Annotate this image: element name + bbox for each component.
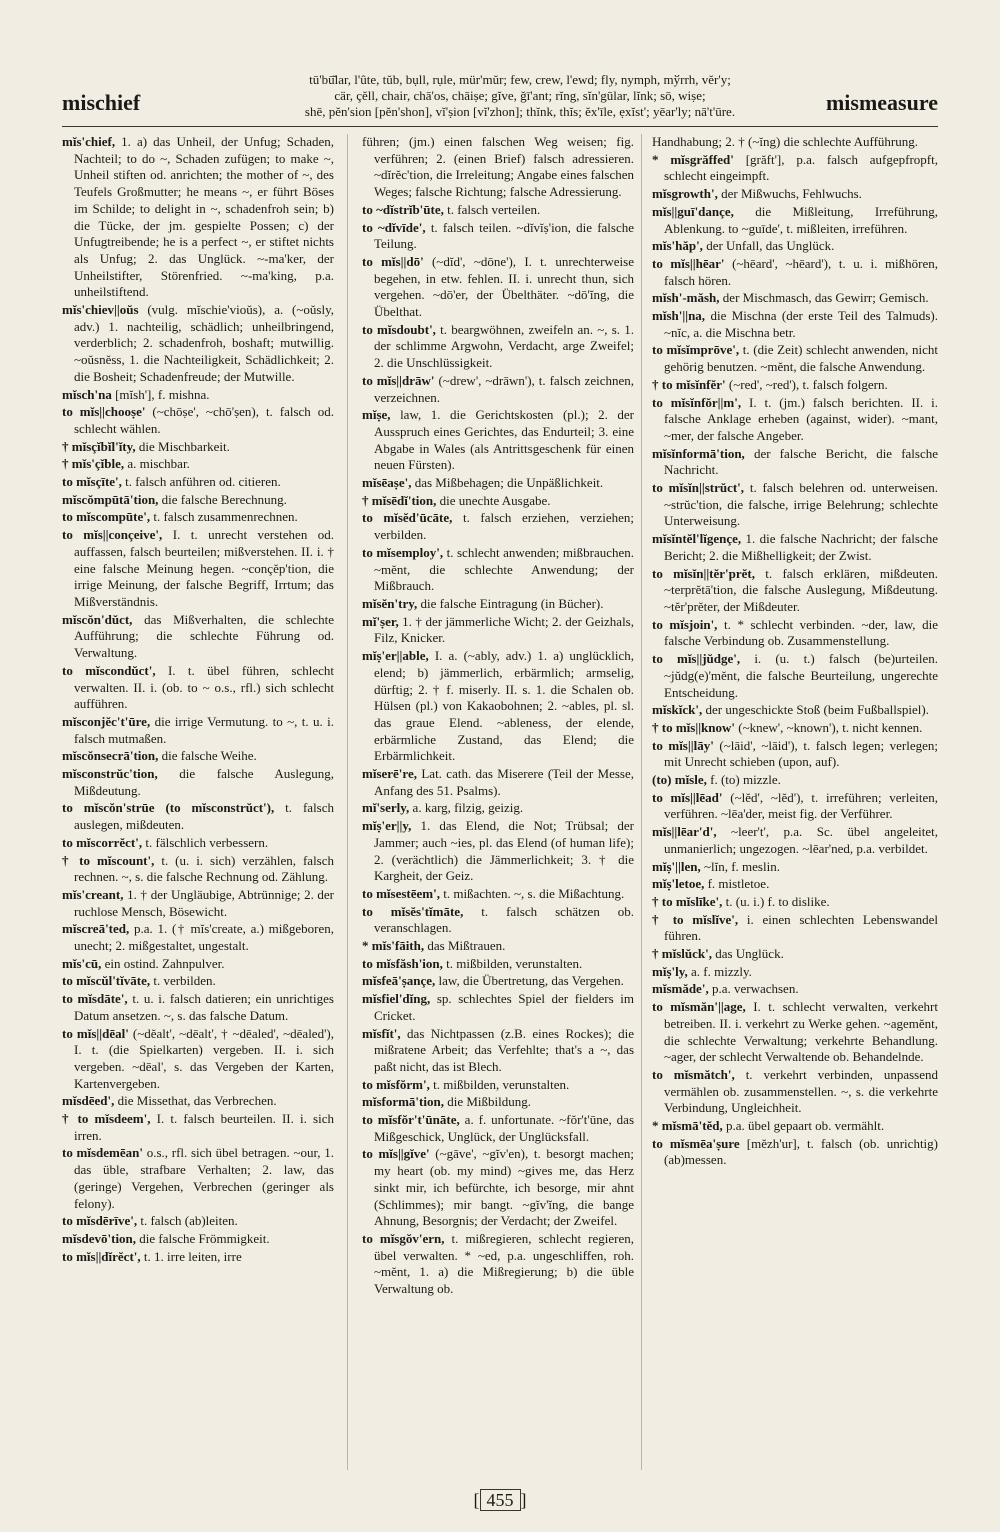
entry-headword: † to mĭs||know' bbox=[652, 719, 736, 735]
entry-definition: (~chōṣe', ~chō'ṣen), t. falsch od. schlecht wählen. bbox=[74, 404, 334, 436]
dictionary-entry bbox=[652, 964, 938, 981]
entry-headword: mĭ'serly, bbox=[362, 800, 410, 816]
entry-definition: t. mißachten. ~, s. die Mißachtung. bbox=[443, 885, 625, 901]
dictionary-entry bbox=[62, 921, 334, 954]
entry-headword: mĭṣ'||len, bbox=[652, 858, 701, 874]
entry-headword: to mĭs||jŭdge', bbox=[652, 651, 741, 667]
entry-definition: die falsche Berechnung. bbox=[161, 491, 287, 507]
entry-definition: t. (u. i.) f. to dislike. bbox=[725, 893, 830, 909]
dictionary-entry bbox=[652, 1118, 938, 1135]
dictionary-entry bbox=[62, 748, 334, 765]
entry-definition: a. f. unfortunate. ~fŏr't'ūne, das Mißgeschick, Unglück, der Unglücksfall. bbox=[374, 1112, 634, 1144]
entry-headword: to mĭs||conçeive', bbox=[62, 527, 163, 543]
entry-definition: die falsche Auslegung, Mißdeutung. bbox=[74, 766, 334, 798]
entry-definition: (~gāve', ~gĭv'en), t. besorgt machen; my heart (ob. my mind) ~gives me, das Herz sinkt mir, ich befürchte, ich besorge, mir ahnt (Schlimmes); mir bangt. ~gĭv'ĭng, die bange Ahnung, Besorgnis; der Verdacht; der Zweifel. bbox=[374, 1146, 634, 1229]
dictionary-entry bbox=[362, 614, 634, 647]
entry-definition: t. falsch schätzen ob. veranschlagen. bbox=[374, 903, 634, 936]
dictionary-entry bbox=[62, 991, 334, 1024]
entry-definition: führen; (jm.) einen falschen Weg weisen; fig. verführen; 2. (einen Brief) falsch adressieren. ~dĭrĕc'tion, die Irreleitung; Angabe eines falschen Weges; falsche Richtung; falsche Adressierung. bbox=[362, 134, 634, 200]
entry-definition: 1. die falsche Nachricht; der falsche Bericht; 2. die Mißhelligkeit; der Zwist. bbox=[664, 531, 938, 563]
dictionary-entry bbox=[62, 612, 334, 662]
entry-definition: t. mißregieren, schlecht regieren, übel verwalten. * ~ed, p.a. ungeschliffen, roh. ~mĕnt, 1. a) die Mißregierung; b) die üble Verwaltung ob. bbox=[374, 1231, 634, 1297]
entry-headword: to mĭsĭnfŏr||m', bbox=[652, 394, 742, 410]
dictionary-entry bbox=[362, 1231, 634, 1298]
dictionary-entry bbox=[362, 956, 634, 973]
entry-headword: mĭsĕn'try, bbox=[362, 595, 418, 611]
entry-headword: † to mĭsdeem', bbox=[62, 1111, 151, 1127]
dictionary-entry bbox=[652, 720, 938, 737]
entry-definition: (~lāid', ~lāid'), t. falsch legen; verlegen; mit Unrecht schieben (upon, auf). bbox=[664, 737, 938, 770]
entry-headword: to mĭsfŏr't'ūnāte, bbox=[362, 1112, 460, 1128]
entry-definition: f. mistletoe. bbox=[707, 876, 770, 892]
dictionary-entry bbox=[652, 790, 938, 823]
entry-headword: to mĭs||drāw' bbox=[362, 372, 435, 388]
entry-definition: die Mischbarkeit. bbox=[138, 438, 230, 454]
dictionary-entry bbox=[362, 493, 634, 510]
entry-definition: t. falsch auslegen, mißdeuten. bbox=[74, 800, 334, 833]
entry-definition: t. falsch erziehen, verziehen; verbilden. bbox=[374, 510, 634, 543]
entry-definition: i. einen schlechten Lebenswandel führen. bbox=[664, 911, 938, 944]
entry-headword: mĭsfiel'dĭng, bbox=[362, 991, 431, 1007]
entry-headword: to ~dĭstrĭb'ūte, bbox=[362, 201, 444, 217]
entry-headword: † to mĭslīke', bbox=[652, 893, 723, 909]
entry-definition: das Mißtrauen. bbox=[427, 938, 506, 954]
entry-headword: to mĭs||chooṣe' bbox=[62, 404, 146, 420]
dictionary-entry bbox=[62, 800, 334, 833]
dictionary-entry bbox=[362, 202, 634, 219]
entry-headword: to mĭsjoin', bbox=[652, 616, 718, 632]
entry-headword: mĭs'cū, bbox=[62, 955, 102, 971]
entry-headword: † mĭslŭck', bbox=[652, 946, 712, 962]
entry-definition: [mĭsh'], f. mishna. bbox=[115, 386, 210, 402]
entry-definition: ~lĭn, f. meslin. bbox=[703, 858, 780, 874]
entry-headword: mĭscŏnsecrā'tion, bbox=[62, 748, 159, 764]
entry-definition: Lat. cath. das Miserere (Teil der Messe, Anfang des 51. Psalms). bbox=[374, 766, 634, 798]
entry-headword: † to mĭscount', bbox=[62, 852, 155, 868]
entry-headword: to mĭs||hēar' bbox=[652, 255, 725, 271]
entry-headword: to mĭsfŏrm', bbox=[362, 1076, 430, 1092]
entry-headword: mĭs||lēar'd', bbox=[652, 824, 717, 840]
entry-definition: die irrige Vermutung. to ~, t. u. i. falsch mutmaßen. bbox=[74, 713, 334, 746]
entry-definition: ein ostind. Zahnpulver. bbox=[104, 955, 225, 971]
entry-definition: law, die Übertretung, das Vergehen. bbox=[438, 973, 624, 989]
entry-definition: (vulg. mĭschie'vioŭs), a. (~oŭsly, adv.) 1. nachteilig, schädlich; unheilbringend, verderblich; 2. schadenfroh, boshaft; mutwillig. ~oŭsnĕss, 1. die Nachteiligkeit, Schädlichkeit; 2. die Bosheit; Schadenfreude; der Mutwille. bbox=[74, 302, 334, 384]
dictionary-entry bbox=[652, 617, 938, 650]
dictionary-entry bbox=[652, 894, 938, 911]
dictionary-entry bbox=[362, 322, 634, 372]
entry-headword: mĭsch'na bbox=[62, 386, 112, 402]
entry-definition: t. (die Zeit) schlecht anwenden, nicht gehörig benutzen. ~mĕnt, die falsche Anwendung. bbox=[664, 342, 938, 375]
dictionary-entry bbox=[362, 818, 634, 885]
dictionary-entry bbox=[652, 480, 938, 530]
entry-headword: mĭ'ṣer, bbox=[362, 613, 399, 629]
dictionary-entry bbox=[362, 973, 634, 990]
entry-definition: das Unglück. bbox=[715, 946, 784, 962]
entry-definition: I. t. (jm.) falsch berichten. II. i. falsche Anklage erheben (against, wider). ~mant, ~mer, der falsche Angeber. bbox=[664, 394, 938, 443]
dictionary-entry bbox=[362, 648, 634, 765]
entry-headword: to mĭsdāte', bbox=[62, 991, 128, 1007]
dictionary-entry bbox=[652, 152, 938, 185]
entry-definition: die Mißbildung. bbox=[447, 1094, 531, 1110]
dictionary-entry bbox=[652, 1067, 938, 1117]
entry-headword: to mĭsmēa'ṣure bbox=[652, 1135, 740, 1151]
column-divider bbox=[347, 134, 348, 1470]
entry-definition: t. (u. i. sich) verzählen, falsch rechnen. ~, s. die falsche Rechnung od. Zählung. bbox=[74, 852, 334, 885]
entry-headword: * mĭsgrăffed' bbox=[652, 151, 734, 167]
entry-headword: mĭscreā'ted, bbox=[62, 921, 130, 937]
entry-definition: die falsche Frömmigkeit. bbox=[139, 1231, 270, 1246]
entry-definition: [grăft'], p.a. falsch aufgepfropft, schlecht eingeimpft. bbox=[664, 151, 938, 184]
entry-headword: mĭsfeā'ṣançe, bbox=[362, 973, 436, 989]
entry-headword: to mĭsçīte', bbox=[62, 474, 122, 490]
entry-definition: (~lĕd', ~lĕd'), t. irreführen; verleiten, verführen. ~lēa'der, meist fig. der Verführer. bbox=[664, 789, 938, 822]
entry-definition: 1. † der Ungläubige, Abtrünnige; 2. der ruchlose Mensch, Bösewicht. bbox=[74, 886, 334, 919]
dictionary-entry bbox=[62, 1213, 334, 1230]
entry-headword: † mĭsēdĭ'tion, bbox=[362, 492, 437, 508]
entry-definition: die unechte Ausgabe. bbox=[439, 492, 551, 508]
entry-headword: to mĭsemploy', bbox=[362, 544, 444, 560]
entry-definition: die falsche Weihe. bbox=[161, 748, 257, 764]
dictionary-entry bbox=[362, 938, 634, 955]
entry-definition: i. (u. t.) falsch (be)urteilen. ~jŭdg(e)'mĕnt, die falsche Beurteilung, ungerechte Entscheidung. bbox=[664, 651, 938, 700]
entry-definition: 1. das Elend, die Not; Trübsal; der Jammer; auch ~ies, pl. das Elend (of human life); 2. (verächtlich) die Jämmerlichkeit; 3. † die Kargheit, der Geiz. bbox=[374, 818, 634, 884]
entry-definition: t. falsch anführen od. citieren. bbox=[125, 474, 281, 490]
dictionary-entry bbox=[62, 956, 334, 973]
entry-headword: to mĭsĭn||tĕr'prĕt, bbox=[652, 565, 756, 581]
entry-headword: (to) mĭsle, bbox=[652, 772, 707, 788]
entry-headword: to ~dĭvīde', bbox=[362, 219, 426, 235]
dictionary-entry bbox=[652, 531, 938, 564]
dictionary-entry bbox=[652, 999, 938, 1066]
entry-headword: mĭṣe, bbox=[362, 407, 391, 423]
entry-headword: to mĭsĕs'tĭmāte, bbox=[362, 903, 464, 919]
dictionary-entry bbox=[62, 474, 334, 491]
entry-definition: t. falsch belehren od. unterweisen. ~strŭc'tion, die falsche, irrige Belehrung; schlechte Unterweisung. bbox=[664, 480, 938, 529]
running-head-right: mismeasure bbox=[825, 90, 938, 115]
entry-headword: to mĭs||lēad' bbox=[652, 789, 723, 805]
dictionary-entry bbox=[62, 766, 334, 799]
entry-definition: 1. a) das Unheil, der Unfug; Schaden, Nachteil; to do ~, Schaden zufügen; to make ~, Unheil stiften od. anrichten; the mother of ~, des Teufels Großmutter; he means ~, er führt Böses im Schilde; to delight in ~, schadenfroh sein; b) die Tücke, der jm. gespielte Possen; c) der Unfugtreibende; he is a perfect ~, er stiftet nichts als Unfug; 2. das Unglück. ~-ma'ker, der Unheilstifter, Störenfried. ~-ma'king, p.a. unheilstiftend. bbox=[74, 134, 334, 300]
entry-headword: mĭskĭck', bbox=[652, 702, 703, 718]
entry-headword: to mĭscorrĕct', bbox=[62, 834, 143, 850]
entry-headword: mĭscŏn'dŭct, bbox=[62, 611, 133, 627]
dictionary-entry bbox=[652, 446, 938, 479]
entry-definition: ~leer't', p.a. Sc. übel angeleitet, unmanierlich; ungezogen. ~lēar'ned, p.a. verbildet. bbox=[664, 824, 938, 856]
column-1 bbox=[62, 134, 334, 1474]
entry-definition: t. 1. irre leiten, irre bbox=[143, 1248, 242, 1264]
dictionary-entry bbox=[652, 308, 938, 341]
entry-definition: I. t. unrecht verstehen od. auffassen, falsch beurteilen; mißverstehen. II. i. † eine falsche Meinung hegen. ~conçĕp'tion, die irrige Meinung, der falsche Begriff, Irrtum; das Mißverständnis. bbox=[74, 527, 334, 609]
entry-headword: mĭsh'||na, bbox=[652, 308, 706, 324]
dictionary-entry bbox=[652, 342, 938, 375]
entry-headword: * mĭsmā'tĕd, bbox=[652, 1118, 723, 1134]
dictionary-entry bbox=[362, 886, 634, 903]
entry-definition: a. f. mizzly. bbox=[691, 963, 752, 979]
dictionary-entry bbox=[652, 824, 938, 857]
pronunciation-key-line: tū'bū̆lar, l'ûte, tŭb, bụll, rụle, mür'mŭr; few, crew, l'ewd; fly, nymph, mўrrh, vĕr'y; bbox=[309, 72, 731, 87]
running-head-left: mischief bbox=[62, 90, 141, 115]
entry-definition: (~dĭd', ~dōne'), I. t. unrechterweise begehen, in etw. fehlen. II. i. unrecht thun, sich vergehen. ~dō'er, der Übelthäter. ~dō'ĭng, die Übelthat. bbox=[374, 253, 634, 320]
dictionary-entry bbox=[362, 766, 634, 799]
dictionary-entry bbox=[62, 527, 334, 611]
entry-headword: † mĭsçĭbĭl'ĭty, bbox=[62, 438, 136, 454]
entry-definition: I. t. falsch beurteilen. II. i. sich irren. bbox=[74, 1111, 334, 1143]
entry-definition: t. mißbilden, verunstalten. bbox=[446, 955, 583, 971]
dictionary-entry bbox=[362, 596, 634, 613]
entry-headword: mĭsēaṣe', bbox=[362, 475, 412, 491]
entry-headword: to mĭsmătch', bbox=[652, 1066, 735, 1082]
dictionary-entry bbox=[362, 220, 634, 253]
entry-headword: mĭsgrowth', bbox=[652, 186, 718, 202]
entry-headword: to mĭsfăsh'ion, bbox=[362, 955, 443, 971]
entry-headword: mĭṣ'er||able, bbox=[362, 648, 429, 664]
pronunciation-key-line: shē, pĕn'sion [pĕn'shon], vĭ'ṣion [vĭ'zhon]; thĭnk, thĭs; ĕx'īle, ẹxĭst'; yēar'ly; nā't'ūre. bbox=[304, 104, 736, 119]
dictionary-entry bbox=[362, 991, 634, 1024]
dictionary-entry bbox=[62, 714, 334, 747]
entry-headword: to mĭsĕd'ūcāte, bbox=[362, 510, 453, 526]
dictionary-entry bbox=[62, 853, 334, 886]
entry-definition: t. falsch (ab)leiten. bbox=[140, 1213, 238, 1229]
entry-definition: p.a. verwachsen. bbox=[711, 981, 799, 997]
entry-definition: (~red', ~red'), t. falsch folgern. bbox=[728, 376, 888, 392]
entry-definition: t. fälschlich verbessern. bbox=[145, 834, 269, 850]
dictionary-entry bbox=[62, 404, 334, 437]
entry-definition: t. beargwöhnen, zweifeln an. ~, s. 1. der schlimme Argwohn, Verdacht, arge Zweifel; 2. die Unschlüssigkeit. bbox=[374, 321, 634, 371]
dictionary-entry bbox=[62, 887, 334, 920]
entry-definition: (~dĕalt', ~dēalt', † ~dēaled', ~dēaled'), I. t. (die Spielkarten) vergeben. II. i. sich vergeben. ~dēal', s. das Vergeben der Karten, Kartenvergeben. bbox=[74, 1025, 334, 1091]
entry-headword: to mĭs||gĭve' bbox=[362, 1146, 430, 1162]
pronunciation-key bbox=[200, 72, 840, 120]
dictionary-entry bbox=[362, 254, 634, 321]
entry-headword: to mĭsestēem', bbox=[362, 885, 440, 901]
entry-headword: mĭs'creant, bbox=[62, 886, 124, 902]
entry-definition: t. mißbilden, verunstalten. bbox=[433, 1076, 570, 1092]
entry-headword: mĭsfĭt', bbox=[362, 1025, 401, 1041]
entry-definition: die Mißleitung, Irreführung, Ablenkung. to ~guīde', t. mißleiten, irreführen. bbox=[664, 203, 938, 236]
dictionary-entry bbox=[62, 492, 334, 509]
entry-headword: mĭs||guī'dançe, bbox=[652, 203, 734, 219]
page-number: [ 455 ] bbox=[473, 1490, 527, 1510]
dictionary-entry bbox=[62, 302, 334, 386]
entry-definition: o.s., rfl. sich übel betragen. ~our, 1. das üble, strafbare Verhalten; 2. law, das (geringe) Vergehen, Verbrechen (geringer als felony). bbox=[74, 1145, 334, 1211]
entry-definition: t. verkehrt verbinden, unpassend vermählen ob. zusammenstellen. ~, s. die verkehrte Verbindung, Ungleichheit. bbox=[664, 1066, 938, 1116]
entry-headword: * mĭs'fāith, bbox=[362, 938, 425, 954]
page-number-value: 455 bbox=[480, 1489, 521, 1511]
entry-definition: das Mißverhalten, die schlechte Aufführung; die schlechte Führung od. Verwaltung. bbox=[74, 611, 334, 661]
entry-headword: to mĭscŏn'strūe (to mĭsconstrŭct'), bbox=[62, 800, 275, 816]
dictionary-entry bbox=[652, 876, 938, 893]
dictionary-entry bbox=[62, 456, 334, 473]
dictionary-entry bbox=[362, 407, 634, 474]
entry-definition: der Unfall, das Unglück. bbox=[706, 238, 835, 254]
entry-definition: t. u. i. falsch datieren; ein unrichtiges Datum ansetzen. ~, s. das falsche Datum. bbox=[74, 991, 334, 1023]
entry-definition: der ungeschickte Stoß (beim Fußballspiel). bbox=[705, 702, 929, 718]
dictionary-entry bbox=[62, 509, 334, 526]
entry-headword: to mĭs||dō' bbox=[362, 253, 424, 269]
dictionary-entry bbox=[652, 859, 938, 876]
entry-definition: a. mischbar. bbox=[127, 456, 190, 472]
header-rule bbox=[62, 126, 938, 127]
entry-headword: to mĭsĭmprōve', bbox=[652, 342, 740, 358]
entry-definition: der Mischmasch, das Gewirr; Gemisch. bbox=[722, 290, 929, 306]
entry-definition: der falsche Bericht, die falsche Nachricht. bbox=[664, 445, 938, 478]
dictionary-entry bbox=[62, 387, 334, 404]
dictionary-entry bbox=[652, 395, 938, 445]
entry-headword: to mĭs||lāy' bbox=[652, 737, 714, 753]
entry-headword: to mĭs||dĭrĕct', bbox=[62, 1248, 141, 1264]
entry-headword: mĭṣ'er||y, bbox=[362, 818, 412, 834]
dictionary-entry bbox=[652, 702, 938, 719]
entry-headword: mĭsdēed', bbox=[62, 1093, 115, 1109]
entry-definition: f. (to) mizzle. bbox=[710, 772, 781, 788]
dictionary-entry bbox=[652, 946, 938, 963]
dictionary-entry bbox=[62, 1093, 334, 1110]
dictionary-entry bbox=[362, 545, 634, 595]
entry-headword: mĭsconstrŭc'tion, bbox=[62, 766, 158, 782]
dictionary-entry bbox=[62, 439, 334, 456]
dictionary-entry bbox=[362, 904, 634, 937]
entry-headword: mĭsmăde', bbox=[652, 981, 709, 997]
dictionary-entry bbox=[652, 134, 938, 151]
dictionary-entry bbox=[652, 256, 938, 289]
dictionary-entry bbox=[652, 377, 938, 394]
entry-definition: (~knew', ~known'), t. nicht kennen. bbox=[738, 719, 923, 735]
dictionary-entry bbox=[62, 835, 334, 852]
entry-headword: mĭscŏmpūtā'tion, bbox=[62, 491, 159, 507]
dictionary-entry bbox=[62, 1111, 334, 1144]
entry-headword: † to mĭslĭve', bbox=[652, 911, 739, 927]
entry-headword: to mĭsmăn'||age, bbox=[652, 999, 746, 1015]
entry-headword: to mĭscŭl'tĭvāte, bbox=[62, 973, 151, 989]
entry-definition: das Mißbehagen; die Unpäßlichkeit. bbox=[414, 475, 604, 491]
entry-definition: t. * schlecht verbinden. ~der, law, die falsche Verbindung ob. Zusammenstellung. bbox=[664, 616, 938, 649]
entry-headword: to mĭscompūte', bbox=[62, 509, 151, 525]
entry-headword: † to mĭsĭnfĕr' bbox=[652, 376, 726, 392]
dictionary-entry bbox=[652, 738, 938, 771]
entry-definition: das Nichtpassen (z.B. eines Rockes); die mißratene Arbeit; das Verfehlte; that's a ~, das paßt nicht, das ist Blech. bbox=[374, 1025, 634, 1074]
entry-headword: mĭsconjĕc't'ūre, bbox=[62, 713, 151, 729]
dictionary-entry bbox=[362, 1146, 634, 1230]
dictionary-entry bbox=[62, 1026, 334, 1093]
entry-definition: sp. schlechtes Spiel der fielders im Cricket. bbox=[374, 991, 634, 1023]
entry-headword: to mĭscondŭct', bbox=[62, 662, 156, 678]
entry-headword: to mĭsgŏv'ern, bbox=[362, 1231, 445, 1246]
entry-headword: to mĭsĭn||strŭct', bbox=[652, 480, 745, 496]
dictionary-entry bbox=[62, 1249, 334, 1266]
entry-headword: mĭs'chief, bbox=[62, 134, 116, 149]
pronunciation-key-line: cär, çĕll, chair, chā'os, chāiṣe; gĭve, ğī'ant; rĭng, sĭn'gūlar, lĭnk; sō, wiṣe; bbox=[334, 88, 706, 103]
dictionary-entry bbox=[362, 800, 634, 817]
entry-headword: mĭsĭnformā'tion, bbox=[652, 445, 745, 461]
entry-definition: die Mischna (der erste Teil des Talmuds). ~nĭc, a. die Mischna betr. bbox=[664, 308, 938, 340]
entry-definition: t. falsch erklären, mißdeuten. ~terprĕtā'tion, die falsche Auslegung, Mißdeutung. ~tĕr'prĕter, der Mißdeuter. bbox=[664, 565, 938, 614]
entry-definition: t. schlecht anwenden; mißbrauchen. ~mĕnt, die schlechte Anwendung; der Mißbrauch. bbox=[374, 544, 634, 594]
entry-headword: mĭṣ'ly, bbox=[652, 963, 688, 979]
entry-definition: p.a. 1. († mĭs'create, a.) mißgeboren, unecht; 2. mißgestaltet, ungestalt. bbox=[74, 921, 334, 954]
dictionary-entry bbox=[652, 186, 938, 203]
entry-definition: (~drew', ~drāwn'), t. falsch zeichnen, verzeichnen. bbox=[374, 372, 634, 405]
dictionary-entry bbox=[652, 290, 938, 307]
entry-headword: mĭserē're, bbox=[362, 766, 417, 782]
entry-headword: mĭs'hăp', bbox=[652, 238, 703, 254]
dictionary-entry bbox=[652, 912, 938, 945]
entry-definition: t. verbilden. bbox=[153, 973, 216, 989]
entry-definition: I. a. (~ably, adv.) 1. a) unglücklich, elend; b) jämmerlich, erbärmlich; armselig, dürftig; 2. † f. miserly. II. s. 1. die Schalen ob. Hülsen (pl.) von Kakaobohnen; 2. ~ables, pl. sl. das graue Elend. ~ableness, der elende, erbärmliche Zustand, das Elend; die Erbärmlichkeit. bbox=[374, 648, 634, 764]
dictionary-entry bbox=[362, 373, 634, 406]
dictionary-entry bbox=[62, 1145, 334, 1212]
dictionary-entry bbox=[652, 566, 938, 616]
entry-headword: mĭsdevō'tion, bbox=[62, 1231, 137, 1246]
dictionary-entry bbox=[652, 981, 938, 998]
entry-definition: law, 1. die Gerichtskosten (pl.); 2. der Ausspruch eines Gerichtes, das Endurteil; 3. eine Abgabe in Wales (als Antrittsgeschenk für einen neuen Fürsten). bbox=[374, 407, 634, 473]
dictionary-entry bbox=[652, 1136, 938, 1169]
entry-headword: to mĭsdemēan' bbox=[62, 1145, 143, 1161]
entry-headword: † mĭs'çĭble, bbox=[62, 456, 125, 472]
dictionary-entry bbox=[652, 651, 938, 701]
dictionary-entry bbox=[362, 1026, 634, 1076]
dictionary-entry bbox=[362, 1077, 634, 1094]
entry-definition: p.a. übel gepaart ob. vermählt. bbox=[726, 1118, 885, 1134]
dictionary-entry bbox=[652, 772, 938, 789]
entry-headword: to mĭsdoubt', bbox=[362, 321, 436, 337]
entry-headword: mĭsformā'tion, bbox=[362, 1094, 444, 1110]
dictionary-entry bbox=[362, 1112, 634, 1145]
entry-headword: mĭsh'-măsh, bbox=[652, 290, 720, 306]
dictionary-entry bbox=[362, 134, 634, 201]
dictionary-entry bbox=[62, 134, 334, 301]
entry-definition: t. falsch zusammenrechnen. bbox=[153, 509, 298, 525]
dictionary-entry bbox=[362, 510, 634, 543]
entry-definition: a. karg, filzig, geizig. bbox=[412, 800, 524, 816]
column-3 bbox=[652, 134, 938, 1474]
entry-headword: to mĭs||dēal' bbox=[62, 1025, 129, 1041]
dictionary-entry bbox=[62, 973, 334, 990]
dictionary-entry bbox=[652, 204, 938, 237]
dictionary-entry bbox=[362, 475, 634, 492]
entry-definition: 1. † der jämmerliche Wicht; 2. der Geizhals, Filz, Knicker. bbox=[374, 613, 634, 646]
entry-definition: die falsche Eintragung (in Bücher). bbox=[420, 595, 604, 611]
entry-definition: I. t. schlecht verwalten, verkehrt betreiben. II. i. verkehrt zu Werke gehen. ~agemĕnt, die schlechte Verwaltung; verkehrte Behandlung. ~ager, der schlecht Verwaltende ob. Behandelnde. bbox=[664, 999, 938, 1065]
entry-headword: to mĭsdērīve', bbox=[62, 1213, 138, 1229]
entry-definition: t. falsch verteilen. bbox=[447, 201, 541, 217]
dictionary-entry bbox=[62, 663, 334, 713]
column-2 bbox=[362, 134, 634, 1474]
entry-definition: [mĕzh'ur], t. falsch (ob. unrichtig) (ab)messen. bbox=[664, 1135, 938, 1168]
entry-definition: t. falsch teilen. ~dĭvĭṣ'ion, die falsche Teilung. bbox=[374, 219, 634, 252]
entry-definition: I. t. übel führen, schlecht verwalten. II. i. (ob. to ~ o.s., rfl.) sich schlecht aufführen. bbox=[74, 662, 334, 712]
dictionary-entry bbox=[652, 238, 938, 255]
entry-definition: die Missethat, das Verbrechen. bbox=[117, 1093, 277, 1109]
entry-definition: (~hēard', ~hēard'), t. u. i. mißhören, falsch hören. bbox=[664, 255, 938, 288]
entry-headword: mĭs'chiev||oŭs bbox=[62, 302, 139, 318]
entry-definition: Handhabung; 2. † (~ĭng) die schlechte Aufführung. bbox=[652, 134, 919, 149]
entry-headword: mĭsĭntĕl'lĭgençe, bbox=[652, 531, 742, 547]
entry-headword: mĭṣ'letoe, bbox=[652, 876, 705, 892]
column-divider bbox=[641, 134, 642, 1470]
dictionary-entry bbox=[362, 1094, 634, 1111]
dictionary-entry bbox=[62, 1231, 334, 1248]
entry-definition: der Mißwuchs, Fehlwuchs. bbox=[721, 186, 862, 202]
